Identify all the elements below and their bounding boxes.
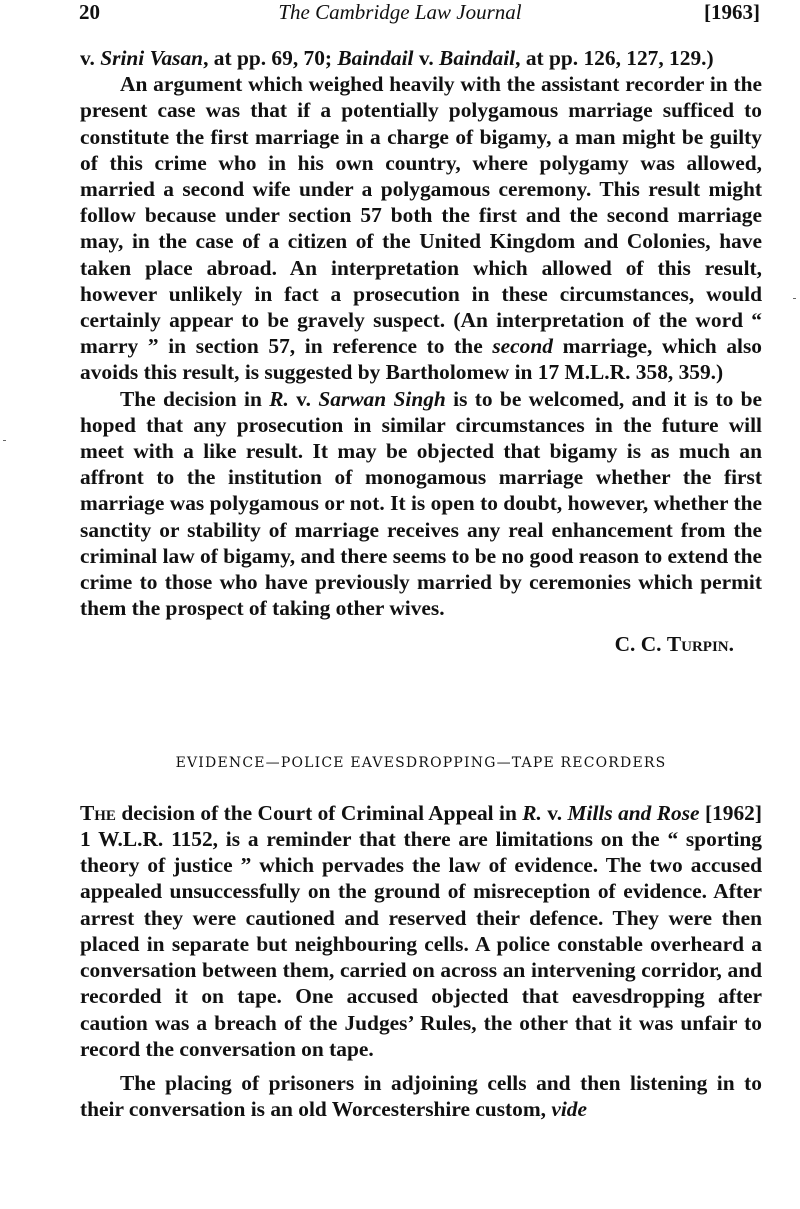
paragraph: The decision of the Court of Criminal Appeal in R. v. Mills and Rose [1962] 1 W.L.R. 1152, is a reminder that there are limitations on the “ sporting theory of justice ” which pervades the law of evidence. The two accused appealed unsuccessfully on the ground of misreception of evidence. After arrest they were cautioned and reserved their defence. They were then placed in separate but neighbouring cells. A police constable overheard a conversation between them, carried on across an intervening corridor, and recorded it on tape. One accused objected that eavesdropping after caution was a breach of the Judges’ Rules, the other that it was unfair to record the conversation on tape. — [80, 800, 762, 1061]
author-signature: C. C. Turpin. — [614, 632, 734, 657]
paragraph: The placing of prisoners in adjoining cells and then listening in to their conversation is an old Worcestershire custom, vide — [80, 1070, 762, 1122]
margin-mark — [3, 440, 6, 441]
paragraph: An argument which weighed heavily with the assistant recorder in the present case was that if a potentially polygamous marriage sufficed to constitute the first marriage in a charge of bigamy, a man might be guilty of this crime who in his own country, where polygamy was allowed, married a second wife under a polygamous ceremony. This result might follow because under section 57 both the first and the second marriage may, in the case of a citizen of the United Kingdom and Colonies, have taken place abroad. An interpretation which allowed of this result, however unlikely in fact a prosecution in these circumstances, would certainly appear to be gravely suspect. (An interpretation of the word “ marry ” in section 57, in reference to the second marriage, which also avoids this result, is suggested by Bartholomew in 17 M.L.R. 358, 359.) — [80, 72, 762, 385]
volume-year: [1963] — [704, 0, 760, 24]
article-body — [80, 45, 762, 1122]
running-header — [0, 0, 800, 26]
margin-mark — [793, 298, 796, 299]
page-number: 20 — [79, 0, 100, 24]
section-heading: EVIDENCE—POLICE EAVESDROPPING—TAPE RECORDERS — [175, 754, 667, 771]
paragraph-continuation: v. Srini Vasan, at pp. 69, 70; Baindail v. Baindail, at pp. 126, 127, 129.) — [80, 46, 714, 70]
journal-title: The Cambridge Law Journal — [278, 0, 522, 24]
paragraph: The decision in R. v. Sarwan Singh is to be welcomed, and it is to be hoped that any prosecution in similar circumstances in the future will meet with a like result. It may be objected that bigamy is as much an affront to the institution of monogamous marriage whether the first marriage was polygamous or not. It is open to doubt, however, whether the sanctity or stability of marriage receives any real enhancement from the criminal law of bigamy, and there seems to be no good reason to extend the crime to those who have previously married by ceremonies which permit them the prospect of taking other wives. — [80, 386, 763, 621]
